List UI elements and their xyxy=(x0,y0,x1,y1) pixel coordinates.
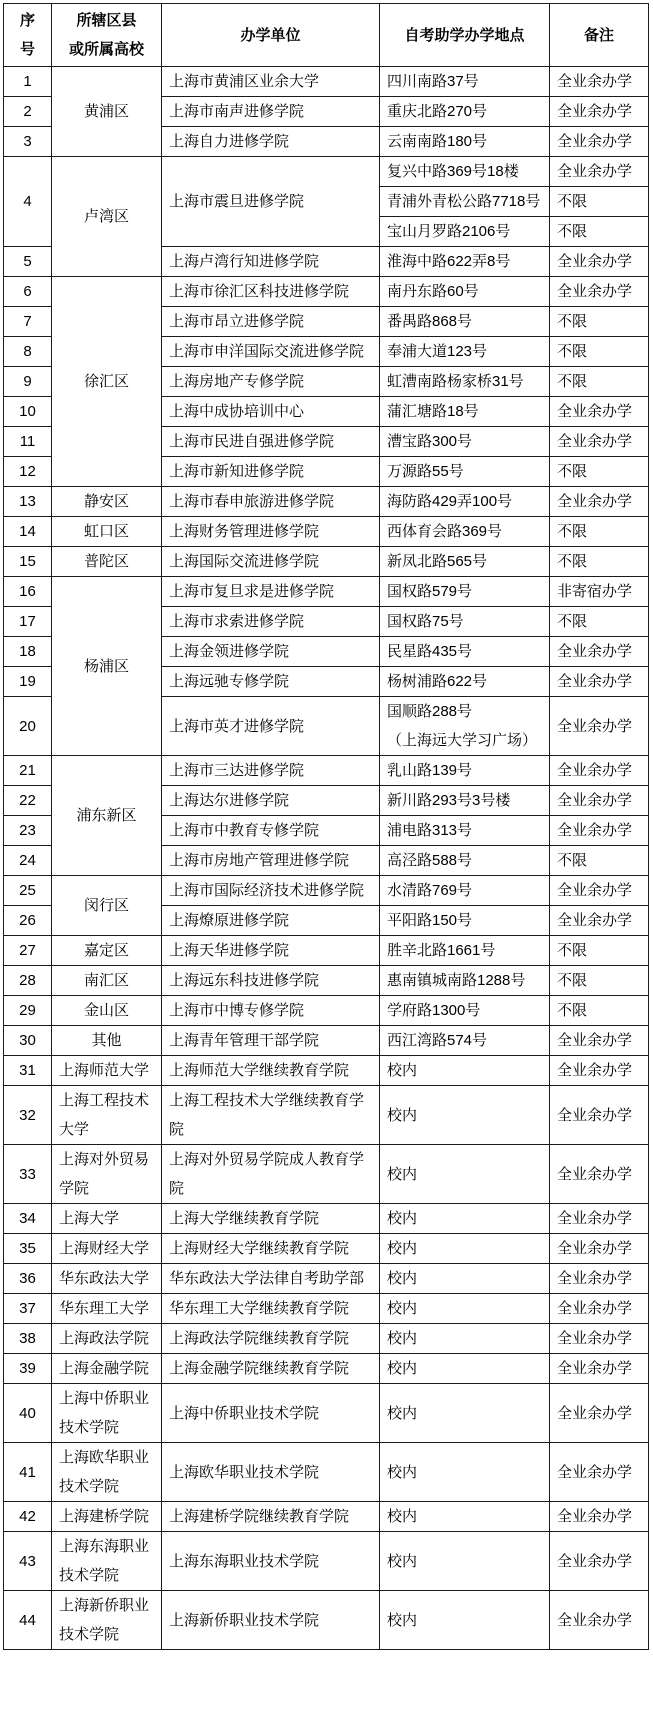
table-row xyxy=(4,1204,649,1234)
unit-name-cell: 上海远驰专修学院 xyxy=(162,667,380,697)
remark-cell: 不限 xyxy=(550,846,649,876)
region-cell: 上海师范大学 xyxy=(52,1056,162,1086)
region-cell: 上海东海职业技术学院 xyxy=(52,1532,162,1591)
region-cell: 华东理工大学 xyxy=(52,1294,162,1324)
row-number: 23 xyxy=(4,816,52,846)
unit-name-cell: 上海大学继续教育学院 xyxy=(162,1204,380,1234)
remark-cell: 全业余办学 xyxy=(550,1324,649,1354)
header-number-label: 序号 xyxy=(19,12,35,58)
region-cell: 其他 xyxy=(52,1026,162,1056)
row-number: 15 xyxy=(4,547,52,577)
unit-name-cell: 上海建桥学院继续教育学院 xyxy=(162,1502,380,1532)
unit-name-cell: 上海市民进自强进修学院 xyxy=(162,427,380,457)
site-address-cell: 新川路293号3号楼 xyxy=(380,786,550,816)
table-row xyxy=(4,966,649,996)
row-number: 9 xyxy=(4,367,52,397)
row-number: 39 xyxy=(4,1354,52,1384)
row-number: 24 xyxy=(4,846,52,876)
unit-name-cell: 上海房地产专修学院 xyxy=(162,367,380,397)
region-cell: 静安区 xyxy=(52,487,162,517)
unit-name-cell: 上海对外贸易学院成人教育学院 xyxy=(162,1145,380,1204)
remark-cell: 全业余办学 xyxy=(550,1384,649,1443)
row-number: 32 xyxy=(4,1086,52,1145)
table-row xyxy=(4,1384,649,1443)
table-row xyxy=(4,1324,649,1354)
table-row xyxy=(4,157,649,187)
site-address-cell: 民星路435号 xyxy=(380,637,550,667)
unit-name-cell: 上海达尔进修学院 xyxy=(162,786,380,816)
unit-name-cell: 上海市求索进修学院 xyxy=(162,607,380,637)
row-number: 7 xyxy=(4,307,52,337)
row-number: 42 xyxy=(4,1502,52,1532)
row-number: 28 xyxy=(4,966,52,996)
unit-name-cell: 上海工程技术大学继续教育学院 xyxy=(162,1086,380,1145)
site-address-cell: 校内 xyxy=(380,1324,550,1354)
row-number: 16 xyxy=(4,577,52,607)
unit-name-cell: 上海财务管理进修学院 xyxy=(162,517,380,547)
remark-cell: 全业余办学 xyxy=(550,637,649,667)
region-cell: 上海工程技术大学 xyxy=(52,1086,162,1145)
row-number: 35 xyxy=(4,1234,52,1264)
region-cell: 卢湾区 xyxy=(52,157,162,277)
site-address-cell: 国权路579号 xyxy=(380,577,550,607)
remark-cell: 全业余办学 xyxy=(550,1354,649,1384)
region-cell: 南汇区 xyxy=(52,966,162,996)
header-unit: 办学单位 xyxy=(162,4,380,67)
site-address-cell: 青浦外青松公路7718号 xyxy=(380,187,550,217)
row-number: 17 xyxy=(4,607,52,637)
region-cell: 上海大学 xyxy=(52,1204,162,1234)
unit-name-cell: 上海自力进修学院 xyxy=(162,127,380,157)
site-address-cell: 浦电路313号 xyxy=(380,816,550,846)
region-cell: 徐汇区 xyxy=(52,277,162,487)
unit-name-cell: 上海燎原进修学院 xyxy=(162,906,380,936)
remark-cell: 全业余办学 xyxy=(550,67,649,97)
table-row xyxy=(4,1234,649,1264)
row-number: 19 xyxy=(4,667,52,697)
region-cell: 上海政法学院 xyxy=(52,1324,162,1354)
site-address-cell: 乳山路139号 xyxy=(380,756,550,786)
site-address-cell: 水清路769号 xyxy=(380,876,550,906)
remark-cell: 全业余办学 xyxy=(550,1294,649,1324)
unit-name-cell: 上海远东科技进修学院 xyxy=(162,966,380,996)
unit-name-cell: 上海政法学院继续教育学院 xyxy=(162,1324,380,1354)
unit-name-cell: 上海市黄浦区业余大学 xyxy=(162,67,380,97)
remark-cell: 全业余办学 xyxy=(550,816,649,846)
unit-name-cell: 上海中侨职业技术学院 xyxy=(162,1384,380,1443)
site-address-cell: 惠南镇城南路1288号 xyxy=(380,966,550,996)
table-row xyxy=(4,517,649,547)
unit-name-cell: 上海市中教育专修学院 xyxy=(162,816,380,846)
remark-cell: 全业余办学 xyxy=(550,906,649,936)
site-address-cell: 淮海中路622弄8号 xyxy=(380,247,550,277)
site-address-cell: 新凤北路565号 xyxy=(380,547,550,577)
site-address-cell: 校内 xyxy=(380,1532,550,1591)
region-cell: 上海财经大学 xyxy=(52,1234,162,1264)
table-row xyxy=(4,1026,649,1056)
school-table xyxy=(3,3,649,1650)
site-address-cell: 重庆北路270号 xyxy=(380,97,550,127)
remark-cell: 全业余办学 xyxy=(550,1264,649,1294)
table-row xyxy=(4,1591,649,1650)
site-address-cell: 校内 xyxy=(380,1086,550,1145)
remark-cell: 全业余办学 xyxy=(550,487,649,517)
region-cell: 浦东新区 xyxy=(52,756,162,876)
remark-cell: 全业余办学 xyxy=(550,1532,649,1591)
remark-cell: 全业余办学 xyxy=(550,697,649,756)
header-region-line2: 或所属高校 xyxy=(68,41,144,58)
row-number: 13 xyxy=(4,487,52,517)
table-row xyxy=(4,67,649,97)
site-address-cell: 校内 xyxy=(380,1384,550,1443)
unit-name-cell: 上海新侨职业技术学院 xyxy=(162,1591,380,1650)
unit-name-cell: 上海国际交流进修学院 xyxy=(162,547,380,577)
row-number: 21 xyxy=(4,756,52,786)
table-row xyxy=(4,1354,649,1384)
remark-cell: 全业余办学 xyxy=(550,1591,649,1650)
region-cell: 上海欧华职业技术学院 xyxy=(52,1443,162,1502)
remark-cell: 不限 xyxy=(550,457,649,487)
site-address-cell: 校内 xyxy=(380,1234,550,1264)
site-address-cell: 西体育会路369号 xyxy=(380,517,550,547)
table-row xyxy=(4,277,649,307)
site-address-cell: 平阳路150号 xyxy=(380,906,550,936)
site-address-cell: 西江湾路574号 xyxy=(380,1026,550,1056)
row-number: 4 xyxy=(4,157,52,247)
unit-name-cell: 上海财经大学继续教育学院 xyxy=(162,1234,380,1264)
remark-cell: 全业余办学 xyxy=(550,1026,649,1056)
row-number: 8 xyxy=(4,337,52,367)
table-row xyxy=(4,577,649,607)
site-address-cell: 四川南路37号 xyxy=(380,67,550,97)
row-number: 40 xyxy=(4,1384,52,1443)
site-address-cell: 校内 xyxy=(380,1204,550,1234)
row-number: 12 xyxy=(4,457,52,487)
table-container xyxy=(3,3,649,1650)
remark-cell: 不限 xyxy=(550,337,649,367)
remark-cell: 不限 xyxy=(550,996,649,1026)
unit-name-cell: 上海市春申旅游进修学院 xyxy=(162,487,380,517)
unit-name-cell: 华东理工大学继续教育学院 xyxy=(162,1294,380,1324)
remark-cell: 全业余办学 xyxy=(550,427,649,457)
row-number: 31 xyxy=(4,1056,52,1086)
region-cell: 上海新侨职业技术学院 xyxy=(52,1591,162,1650)
remark-cell: 全业余办学 xyxy=(550,1145,649,1204)
row-number: 29 xyxy=(4,996,52,1026)
site-address-cell: 校内 xyxy=(380,1354,550,1384)
region-cell: 上海金融学院 xyxy=(52,1354,162,1384)
row-number: 22 xyxy=(4,786,52,816)
site-address-cell: 海防路429弄100号 xyxy=(380,487,550,517)
site-address-cell: 国顺路288号 （上海远大学习广场） xyxy=(380,697,550,756)
remark-cell: 不限 xyxy=(550,517,649,547)
row-number: 25 xyxy=(4,876,52,906)
unit-name-cell: 上海卢湾行知进修学院 xyxy=(162,247,380,277)
table-row xyxy=(4,547,649,577)
region-cell: 华东政法大学 xyxy=(52,1264,162,1294)
remark-cell: 全业余办学 xyxy=(550,247,649,277)
row-number: 27 xyxy=(4,936,52,966)
row-number: 38 xyxy=(4,1324,52,1354)
header-region xyxy=(52,4,162,67)
table-row xyxy=(4,1145,649,1204)
site-address-cell: 校内 xyxy=(380,1443,550,1502)
remark-cell: 全业余办学 xyxy=(550,1234,649,1264)
unit-name-cell: 上海青年管理干部学院 xyxy=(162,1026,380,1056)
site-address-cell: 虹漕南路杨家桥31号 xyxy=(380,367,550,397)
remark-cell: 全业余办学 xyxy=(550,397,649,427)
remark-cell: 全业余办学 xyxy=(550,667,649,697)
table-row xyxy=(4,1264,649,1294)
remark-cell: 全业余办学 xyxy=(550,1443,649,1502)
site-address-cell: 校内 xyxy=(380,1591,550,1650)
region-cell: 闵行区 xyxy=(52,876,162,936)
unit-name-cell: 上海市昂立进修学院 xyxy=(162,307,380,337)
row-number: 30 xyxy=(4,1026,52,1056)
header-region-line1: 所辖区县 xyxy=(76,12,137,29)
header-site: 自考助学办学地点 xyxy=(380,4,550,67)
site-address-cell: 校内 xyxy=(380,1502,550,1532)
unit-name-cell: 上海市三达进修学院 xyxy=(162,756,380,786)
remark-cell: 全业余办学 xyxy=(550,1204,649,1234)
unit-name-cell: 上海中成协培训中心 xyxy=(162,397,380,427)
remark-cell: 全业余办学 xyxy=(550,157,649,187)
remark-cell: 全业余办学 xyxy=(550,1086,649,1145)
site-address-cell: 校内 xyxy=(380,1264,550,1294)
unit-name-cell: 上海欧华职业技术学院 xyxy=(162,1443,380,1502)
site-address-cell: 蒲汇塘路18号 xyxy=(380,397,550,427)
remark-cell: 不限 xyxy=(550,547,649,577)
unit-name-cell: 上海市复旦求是进修学院 xyxy=(162,577,380,607)
remark-cell: 不限 xyxy=(550,187,649,217)
table-body xyxy=(4,67,649,1650)
table-row xyxy=(4,876,649,906)
remark-cell: 全业余办学 xyxy=(550,1056,649,1086)
site-address-cell: 南丹东路60号 xyxy=(380,277,550,307)
table-row xyxy=(4,936,649,966)
unit-name-cell: 上海市徐汇区科技进修学院 xyxy=(162,277,380,307)
site-address-cell: 万源路55号 xyxy=(380,457,550,487)
region-cell: 黄浦区 xyxy=(52,67,162,157)
unit-name-cell: 上海市南声进修学院 xyxy=(162,97,380,127)
remark-cell: 全业余办学 xyxy=(550,97,649,127)
row-number: 6 xyxy=(4,277,52,307)
remark-cell: 不限 xyxy=(550,367,649,397)
unit-name-cell: 上海金融学院继续教育学院 xyxy=(162,1354,380,1384)
table-row xyxy=(4,1086,649,1145)
header-row xyxy=(4,4,649,67)
site-address-cell: 番禺路868号 xyxy=(380,307,550,337)
remark-cell: 非寄宿办学 xyxy=(550,577,649,607)
row-number: 18 xyxy=(4,637,52,667)
unit-name-cell: 上海市国际经济技术进修学院 xyxy=(162,876,380,906)
table-row xyxy=(4,487,649,517)
row-number: 34 xyxy=(4,1204,52,1234)
site-address-cell: 奉浦大道123号 xyxy=(380,337,550,367)
site-address-cell: 学府路1300号 xyxy=(380,996,550,1026)
table-row xyxy=(4,996,649,1026)
row-number: 10 xyxy=(4,397,52,427)
row-number: 5 xyxy=(4,247,52,277)
row-number: 41 xyxy=(4,1443,52,1502)
site-address-cell: 宝山月罗路2106号 xyxy=(380,217,550,247)
row-number: 20 xyxy=(4,697,52,756)
unit-name-cell: 上海市房地产管理进修学院 xyxy=(162,846,380,876)
row-number: 3 xyxy=(4,127,52,157)
site-address-cell: 校内 xyxy=(380,1145,550,1204)
table-row xyxy=(4,1443,649,1502)
table-row xyxy=(4,756,649,786)
unit-name-cell: 上海天华进修学院 xyxy=(162,936,380,966)
region-cell: 普陀区 xyxy=(52,547,162,577)
site-address-cell: 国权路75号 xyxy=(380,607,550,637)
unit-name-cell: 上海师范大学继续教育学院 xyxy=(162,1056,380,1086)
site-address-cell: 校内 xyxy=(380,1056,550,1086)
header-remark: 备注 xyxy=(550,4,649,67)
row-number: 1 xyxy=(4,67,52,97)
remark-cell: 全业余办学 xyxy=(550,127,649,157)
region-cell: 金山区 xyxy=(52,996,162,1026)
region-cell: 上海中侨职业技术学院 xyxy=(52,1384,162,1443)
row-number: 37 xyxy=(4,1294,52,1324)
row-number: 43 xyxy=(4,1532,52,1591)
remark-cell: 不限 xyxy=(550,936,649,966)
site-address-cell: 高泾路588号 xyxy=(380,846,550,876)
row-number: 26 xyxy=(4,906,52,936)
table-row xyxy=(4,1502,649,1532)
unit-name-cell: 上海市新知进修学院 xyxy=(162,457,380,487)
remark-cell: 不限 xyxy=(550,966,649,996)
table-row xyxy=(4,1294,649,1324)
region-cell: 虹口区 xyxy=(52,517,162,547)
site-address-cell: 漕宝路300号 xyxy=(380,427,550,457)
site-address-cell: 杨树浦路622号 xyxy=(380,667,550,697)
table-row xyxy=(4,1056,649,1086)
remark-cell: 不限 xyxy=(550,607,649,637)
remark-cell: 全业余办学 xyxy=(550,1502,649,1532)
row-number: 14 xyxy=(4,517,52,547)
unit-name-cell: 上海市中博专修学院 xyxy=(162,996,380,1026)
table-row xyxy=(4,1532,649,1591)
row-number: 36 xyxy=(4,1264,52,1294)
site-address-cell: 云南南路180号 xyxy=(380,127,550,157)
row-number: 11 xyxy=(4,427,52,457)
site-address-cell: 校内 xyxy=(380,1294,550,1324)
unit-name-cell: 上海东海职业技术学院 xyxy=(162,1532,380,1591)
unit-name-cell: 华东政法大学法律自考助学部 xyxy=(162,1264,380,1294)
remark-cell: 不限 xyxy=(550,217,649,247)
region-cell: 嘉定区 xyxy=(52,936,162,966)
header-number xyxy=(4,4,52,67)
row-number: 44 xyxy=(4,1591,52,1650)
remark-cell: 不限 xyxy=(550,307,649,337)
site-address-cell: 胜辛北路1661号 xyxy=(380,936,550,966)
unit-name-cell: 上海金领进修学院 xyxy=(162,637,380,667)
region-cell: 杨浦区 xyxy=(52,577,162,756)
region-cell: 上海对外贸易学院 xyxy=(52,1145,162,1204)
unit-name-cell: 上海市英才进修学院 xyxy=(162,697,380,756)
remark-cell: 全业余办学 xyxy=(550,786,649,816)
row-number: 2 xyxy=(4,97,52,127)
remark-cell: 全业余办学 xyxy=(550,876,649,906)
unit-name-cell: 上海市震旦进修学院 xyxy=(162,157,380,247)
remark-cell: 全业余办学 xyxy=(550,277,649,307)
site-address-cell: 复兴中路369号18楼 xyxy=(380,157,550,187)
remark-cell: 全业余办学 xyxy=(550,756,649,786)
unit-name-cell: 上海市申洋国际交流进修学院 xyxy=(162,337,380,367)
row-number: 33 xyxy=(4,1145,52,1204)
region-cell: 上海建桥学院 xyxy=(52,1502,162,1532)
